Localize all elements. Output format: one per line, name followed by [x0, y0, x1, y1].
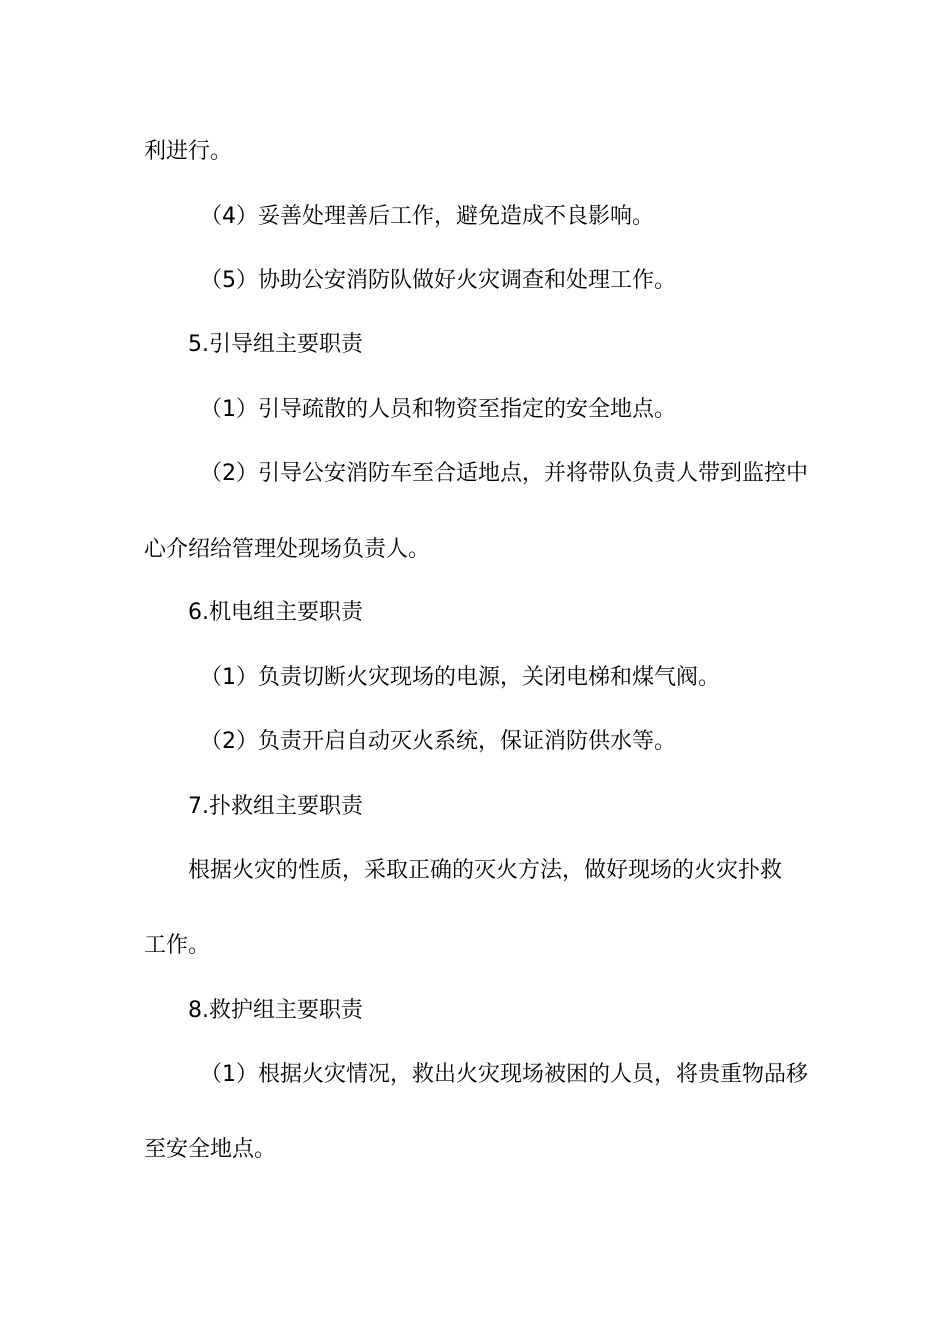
section-heading: 5.引导组主要职责 — [188, 332, 363, 357]
section-heading: 8.救护组主要职责 — [188, 998, 363, 1023]
list-item: （1）引导疏散的人员和物资至指定的安全地点。 — [200, 397, 676, 422]
paragraph-text: 根据火灾的性质，采取正确的灭火方法，做好现场的火灾扑救 — [188, 858, 783, 883]
list-item: （5）协助公安消防队做好火灾调查和处理工作。 — [200, 268, 676, 293]
section-heading: 7.扑救组主要职责 — [188, 794, 363, 819]
continuation-text: 利进行。 — [144, 139, 233, 164]
continuation-text: 心介绍给管理处现场负责人。 — [144, 537, 431, 562]
section-heading: 6.机电组主要职责 — [188, 600, 363, 625]
list-item: （4）妥善处理善后工作，避免造成不良影响。 — [200, 204, 654, 229]
list-item: （2）引导公安消防车至合适地点，并将带队负责人带到监控中 — [200, 461, 808, 486]
continuation-text: 至安全地点。 — [144, 1137, 277, 1162]
list-item: （2）负责开启自动灭火系统，保证消防供水等。 — [200, 729, 676, 754]
continuation-text: 工作。 — [144, 933, 211, 958]
list-item: （1）根据火灾情况，救出火灾现场被困的人员，将贵重物品移 — [200, 1062, 808, 1087]
list-item: （1）负责切断火灾现场的电源，关闭电梯和煤气阀。 — [200, 665, 720, 690]
